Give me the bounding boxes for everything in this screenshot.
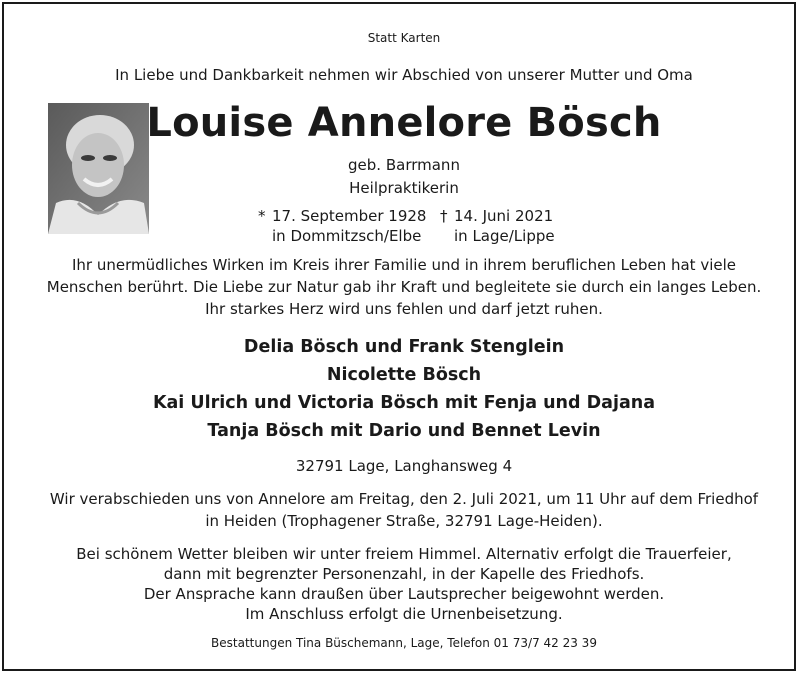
tribute-line: Ihr starkes Herz wird uns fehlen und darf jetzt ruhen. [205,300,603,318]
family-member: Nicolette Bösch [326,365,482,385]
death-info [440,206,555,246]
death-place: in Lage/Lippe [454,227,555,245]
family-member: Kai Ulrich und Victoria Bösch mit Fenja und Dajana [152,393,656,413]
maiden-name: geb. Barrmann [348,156,460,174]
ceremony-line: in Heiden (Trophagener Straße, 32791 Lage-Heiden). [205,512,603,530]
birth-place: in Dommitzsch/Elbe [272,227,422,245]
funeral-home-footer: Bestattungen Tina Büschemann, Lage, Telefon 01 73/7 42 23 39 [211,636,597,650]
birth-date: 17. September 1928 [272,207,427,225]
profession: Heilpraktikerin [349,179,459,197]
ceremony-line: Wir verabschieden uns von Annelore am Freitag, den 2. Juli 2021, um 11 Uhr auf dem Friedhof [49,490,759,508]
note-line: dann mit begrenzter Personenzahl, in der Kapelle des Friedhofs. [163,565,645,583]
note-line: Im Anschluss erfolgt die Urnenbeisetzung. [245,605,563,623]
family-member: Delia Bösch und Frank Stenglein [243,337,565,357]
death-symbol: † [440,207,448,225]
statt-karten: Statt Karten [367,31,441,45]
tribute-line: Ihr unermüdliches Wirken im Kreis ihrer Familie und in ihrem beruflichen Leben hat viele [72,256,736,274]
notice-border [2,2,796,671]
intro-text: In Liebe und Dankbarkeit nehmen wir Abschied von unserer Mutter und Oma [115,66,693,84]
birth-info [258,206,426,246]
note-line: Der Ansprache kann draußen über Lautsprecher beigewohnt werden. [143,585,665,603]
birth-symbol: * [258,207,266,225]
deceased-name: Louise Annelore Bösch [146,100,662,146]
note-line: Bei schönem Wetter bleiben wir unter freiem Himmel. Alternativ erfolgt die Trauerfeier, [76,545,732,563]
family-member: Tanja Bösch mit Dario und Bennet Levin [207,421,601,441]
family-address: 32791 Lage, Langhansweg 4 [295,457,513,475]
tribute-line: Menschen berührt. Die Liebe zur Natur gab ihr Kraft und begleitete sie durch ein langes Leben. [46,278,762,296]
death-date: 14. Juni 2021 [454,207,554,225]
